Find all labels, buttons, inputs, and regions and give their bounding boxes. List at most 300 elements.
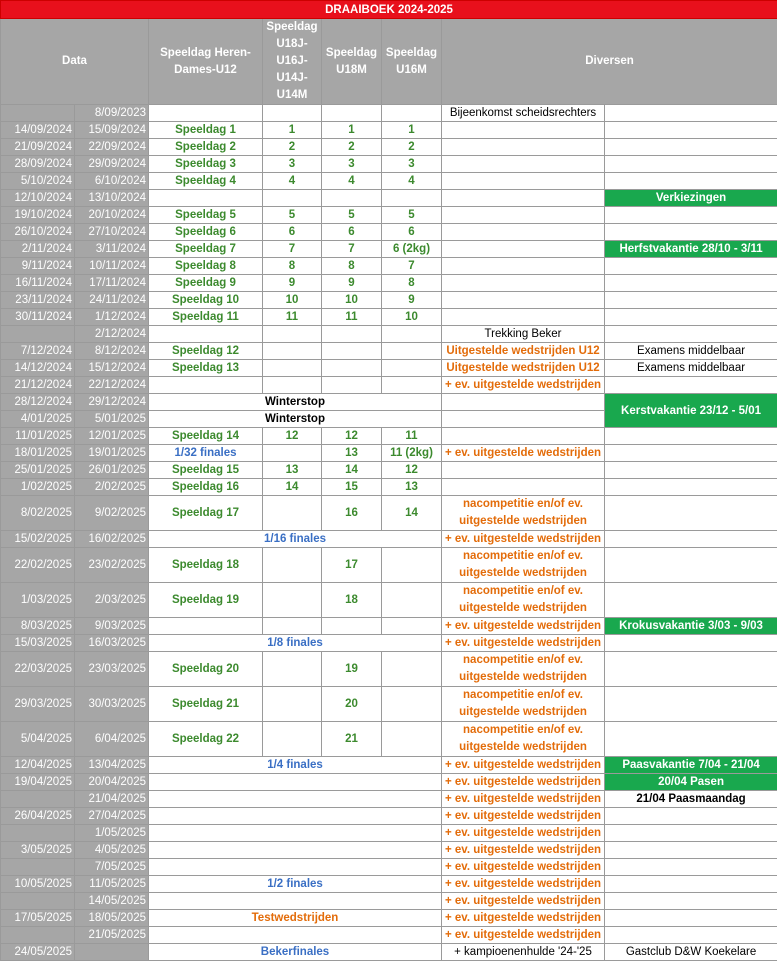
- youth-cell: [263, 190, 322, 207]
- speeldag-cell: Speeldag 11: [149, 309, 263, 326]
- span-cell: [149, 893, 442, 910]
- youth-cell: 9: [263, 275, 322, 292]
- table-row: [1, 343, 777, 360]
- speeldag-cell: 1/32 finales: [149, 445, 263, 462]
- u16m-cell: 11: [382, 428, 442, 445]
- date-sun: 6/04/2025: [75, 722, 149, 757]
- u18m-cell: 18: [322, 583, 382, 618]
- youth-cell: 2: [263, 139, 322, 156]
- table-row: [1, 583, 777, 618]
- date-sat: 1/02/2025: [1, 479, 75, 496]
- date-sat: 22/02/2025: [1, 548, 75, 583]
- table-row: [1, 548, 777, 583]
- extra-cell: [605, 635, 777, 652]
- date-sun: 16/02/2025: [75, 531, 149, 548]
- date-sun: 30/03/2025: [75, 687, 149, 722]
- date-sat: [1, 859, 75, 876]
- table-row: [1, 360, 777, 377]
- u18m-cell: 15: [322, 479, 382, 496]
- diversen-cell: nacompetitie en/of ev. uitgestelde wedstrijden: [442, 548, 605, 583]
- table-row: [1, 757, 777, 774]
- extra-cell: [605, 173, 777, 190]
- extra-cell: Examens middelbaar: [605, 360, 777, 377]
- u18m-cell: 19: [322, 652, 382, 687]
- date-sat: [1, 893, 75, 910]
- extra-cell: [605, 876, 777, 893]
- table-row: [1, 618, 777, 635]
- diversen-cell: + ev. uitgestelde wedstrijden: [442, 808, 605, 825]
- vacation-cell: Verkiezingen: [605, 190, 777, 207]
- speeldag-cell: Speeldag 19: [149, 583, 263, 618]
- diversen-cell: nacompetitie en/of ev. uitgestelde wedstrijden: [442, 583, 605, 618]
- date-sun: 8/12/2024: [75, 343, 149, 360]
- span-cell: [149, 842, 442, 859]
- header-data: Data: [1, 19, 149, 105]
- date-sat: 24/05/2025: [1, 944, 75, 961]
- u16m-cell: 9: [382, 292, 442, 309]
- extra-cell: [605, 292, 777, 309]
- u18m-cell: 5: [322, 207, 382, 224]
- diversen-cell: + kampioenenhulde '24-'25: [442, 944, 605, 961]
- speeldag-cell: [149, 618, 263, 635]
- diversen-cell: [442, 479, 605, 496]
- u16m-cell: [382, 326, 442, 343]
- date-sat: 15/03/2025: [1, 635, 75, 652]
- u18m-cell: 8: [322, 258, 382, 275]
- date-sun: 27/04/2025: [75, 808, 149, 825]
- extra-cell: [605, 927, 777, 944]
- bekerfinales-cell: Bekerfinales: [149, 944, 442, 961]
- date-sat: 12/10/2024: [1, 190, 75, 207]
- date-sun: 18/05/2025: [75, 910, 149, 927]
- span-cell: [149, 859, 442, 876]
- u18m-cell: 6: [322, 224, 382, 241]
- table-row: [1, 207, 777, 224]
- span-cell: [149, 808, 442, 825]
- date-sun: 15/09/2024: [75, 122, 149, 139]
- date-sat: 21/09/2024: [1, 139, 75, 156]
- diversen-cell: + ev. uitgestelde wedstrijden: [442, 859, 605, 876]
- speeldag-cell: Speeldag 21: [149, 687, 263, 722]
- diversen-cell: [442, 258, 605, 275]
- date-sun: 11/05/2025: [75, 876, 149, 893]
- date-sun: 1/05/2025: [75, 825, 149, 842]
- u18m-cell: 16: [322, 496, 382, 531]
- u18m-cell: [322, 326, 382, 343]
- u18m-cell: 20: [322, 687, 382, 722]
- cup-round-cell: 1/4 finales: [149, 757, 442, 774]
- table-row: [1, 774, 777, 791]
- date-sun: 3/11/2024: [75, 241, 149, 258]
- extra-cell: [605, 105, 777, 122]
- youth-cell: [263, 377, 322, 394]
- diversen-cell: nacompetitie en/of ev. uitgestelde wedstrijden: [442, 687, 605, 722]
- date-sun: 17/11/2024: [75, 275, 149, 292]
- youth-cell: [263, 687, 322, 722]
- date-sun: 2/03/2025: [75, 583, 149, 618]
- date-sat: 8/03/2025: [1, 618, 75, 635]
- date-sat: 14/09/2024: [1, 122, 75, 139]
- table-row: [1, 428, 777, 445]
- date-sun: 16/03/2025: [75, 635, 149, 652]
- date-sun: 1/12/2024: [75, 309, 149, 326]
- youth-cell: 11: [263, 309, 322, 326]
- extra-cell: [605, 652, 777, 687]
- span-cell: [149, 774, 442, 791]
- u18m-cell: [322, 377, 382, 394]
- u16m-cell: [382, 548, 442, 583]
- date-sat: 3/05/2025: [1, 842, 75, 859]
- date-sun: 6/10/2024: [75, 173, 149, 190]
- u16m-cell: 11 (2kg): [382, 445, 442, 462]
- table-row: [1, 479, 777, 496]
- speeldag-cell: [149, 326, 263, 343]
- diversen-cell: + ev. uitgestelde wedstrijden: [442, 825, 605, 842]
- speeldag-cell: [149, 105, 263, 122]
- speeldag-cell: Speeldag 12: [149, 343, 263, 360]
- extra-cell: [605, 825, 777, 842]
- speeldag-cell: Speeldag 20: [149, 652, 263, 687]
- vacation-cell: 20/04 Pasen: [605, 774, 777, 791]
- table-row: [1, 445, 777, 462]
- date-sat: 16/11/2024: [1, 275, 75, 292]
- date-sat: 21/12/2024: [1, 377, 75, 394]
- speeldag-cell: [149, 190, 263, 207]
- u18m-cell: 10: [322, 292, 382, 309]
- extra-cell: 21/04 Paasmaandag: [605, 791, 777, 808]
- date-sun: 20/04/2025: [75, 774, 149, 791]
- header-speeldag-u18m: Speeldag U18M: [322, 19, 382, 105]
- extra-cell: [605, 479, 777, 496]
- date-sat: 9/11/2024: [1, 258, 75, 275]
- date-sun: 9/02/2025: [75, 496, 149, 531]
- speeldag-cell: Speeldag 3: [149, 156, 263, 173]
- u16m-cell: [382, 377, 442, 394]
- youth-cell: 3: [263, 156, 322, 173]
- diversen-cell: + ev. uitgestelde wedstrijden: [442, 842, 605, 859]
- diversen-cell: [442, 224, 605, 241]
- diversen-cell: + ev. uitgestelde wedstrijden: [442, 377, 605, 394]
- u16m-cell: 1: [382, 122, 442, 139]
- speeldag-cell: Speeldag 10: [149, 292, 263, 309]
- diversen-cell: nacompetitie en/of ev. uitgestelde wedstrijden: [442, 496, 605, 531]
- date-sat: 5/10/2024: [1, 173, 75, 190]
- youth-cell: 8: [263, 258, 322, 275]
- winterstop-cell: Winterstop: [149, 411, 442, 428]
- date-sat: 29/03/2025: [1, 687, 75, 722]
- diversen-cell: + ev. uitgestelde wedstrijden: [442, 774, 605, 791]
- table-row: [1, 275, 777, 292]
- extra-cell: [605, 722, 777, 757]
- date-sun: 12/01/2025: [75, 428, 149, 445]
- header-speeldag-youth: Speeldag U18J-U16J-U14J-U14M: [263, 19, 322, 105]
- date-sat: 26/04/2025: [1, 808, 75, 825]
- date-sun: 19/01/2025: [75, 445, 149, 462]
- date-sat: 19/04/2025: [1, 774, 75, 791]
- table-row: [1, 652, 777, 687]
- u16m-cell: [382, 190, 442, 207]
- span-cell: [149, 825, 442, 842]
- testwedstrijden-cell: Testwedstrijden: [149, 910, 442, 927]
- speeldag-cell: Speeldag 18: [149, 548, 263, 583]
- u18m-cell: 4: [322, 173, 382, 190]
- u18m-cell: 11: [322, 309, 382, 326]
- date-sun: 21/05/2025: [75, 927, 149, 944]
- date-sun: 13/04/2025: [75, 757, 149, 774]
- table-row: [1, 241, 777, 258]
- header-speeldag-heren-dames: Speeldag Heren-Dames-U12: [149, 19, 263, 105]
- vacation-cell: Kerstvakantie 23/12 - 5/01: [605, 394, 777, 428]
- date-sun: 8/09/2023: [75, 105, 149, 122]
- date-sun: [75, 944, 149, 961]
- span-cell: [149, 927, 442, 944]
- date-sat: 11/01/2025: [1, 428, 75, 445]
- u16m-cell: 5: [382, 207, 442, 224]
- extra-cell: [605, 583, 777, 618]
- extra-cell: [605, 275, 777, 292]
- speeldag-cell: Speeldag 17: [149, 496, 263, 531]
- diversen-cell: [442, 462, 605, 479]
- youth-cell: [263, 496, 322, 531]
- speeldag-cell: Speeldag 22: [149, 722, 263, 757]
- table-row: [1, 635, 777, 652]
- u16m-cell: 3: [382, 156, 442, 173]
- u18m-cell: 14: [322, 462, 382, 479]
- date-sat: 30/11/2024: [1, 309, 75, 326]
- speeldag-cell: Speeldag 13: [149, 360, 263, 377]
- date-sun: 27/10/2024: [75, 224, 149, 241]
- cup-round-cell: 1/8 finales: [149, 635, 442, 652]
- date-sat: 22/03/2025: [1, 652, 75, 687]
- diversen-cell: [442, 207, 605, 224]
- extra-cell: [605, 326, 777, 343]
- date-sun: 10/11/2024: [75, 258, 149, 275]
- date-sat: 1/03/2025: [1, 583, 75, 618]
- table-row: [1, 808, 777, 825]
- u18m-cell: [322, 618, 382, 635]
- diversen-cell: [442, 292, 605, 309]
- date-sat: [1, 105, 75, 122]
- date-sat: 7/12/2024: [1, 343, 75, 360]
- u18m-cell: [322, 190, 382, 207]
- date-sun: 5/01/2025: [75, 411, 149, 428]
- youth-cell: [263, 618, 322, 635]
- u16m-cell: [382, 687, 442, 722]
- extra-cell: [605, 910, 777, 927]
- extra-cell: [605, 258, 777, 275]
- date-sat: 25/01/2025: [1, 462, 75, 479]
- u16m-cell: [382, 343, 442, 360]
- speeldag-cell: Speeldag 6: [149, 224, 263, 241]
- u18m-cell: 7: [322, 241, 382, 258]
- u16m-cell: 2: [382, 139, 442, 156]
- date-sun: 22/09/2024: [75, 139, 149, 156]
- u18m-cell: 2: [322, 139, 382, 156]
- youth-cell: [263, 343, 322, 360]
- table-row: [1, 496, 777, 531]
- extra-cell: Gastclub D&W Koekelare: [605, 944, 777, 961]
- date-sun: 20/10/2024: [75, 207, 149, 224]
- date-sun: 23/02/2025: [75, 548, 149, 583]
- header-diversen: Diversen: [442, 19, 777, 105]
- date-sun: 7/05/2025: [75, 859, 149, 876]
- date-sun: 21/04/2025: [75, 791, 149, 808]
- vacation-cell: Herfstvakantie 28/10 - 3/11: [605, 241, 777, 258]
- speeldag-cell: Speeldag 1: [149, 122, 263, 139]
- diversen-cell: + ev. uitgestelde wedstrijden: [442, 635, 605, 652]
- table-row: [1, 531, 777, 548]
- diversen-cell: [442, 394, 605, 411]
- table-row: [1, 893, 777, 910]
- extra-cell: [605, 309, 777, 326]
- date-sat: 17/05/2025: [1, 910, 75, 927]
- table-row: [1, 910, 777, 927]
- diversen-cell: [442, 411, 605, 428]
- extra-cell: [605, 808, 777, 825]
- u18m-cell: 13: [322, 445, 382, 462]
- youth-cell: 13: [263, 462, 322, 479]
- speeldag-cell: Speeldag 16: [149, 479, 263, 496]
- extra-cell: [605, 207, 777, 224]
- youth-cell: 14: [263, 479, 322, 496]
- table-row: [1, 122, 777, 139]
- youth-cell: 10: [263, 292, 322, 309]
- extra-cell: [605, 496, 777, 531]
- date-sun: 22/12/2024: [75, 377, 149, 394]
- speeldag-cell: Speeldag 9: [149, 275, 263, 292]
- diversen-cell: + ev. uitgestelde wedstrijden: [442, 445, 605, 462]
- table-row: [1, 258, 777, 275]
- u18m-cell: 12: [322, 428, 382, 445]
- table-row: [1, 224, 777, 241]
- u16m-cell: [382, 722, 442, 757]
- extra-cell: [605, 428, 777, 445]
- diversen-cell: + ev. uitgestelde wedstrijden: [442, 893, 605, 910]
- extra-cell: [605, 548, 777, 583]
- date-sat: 26/10/2024: [1, 224, 75, 241]
- date-sat: 8/02/2025: [1, 496, 75, 531]
- table-row: [1, 105, 777, 122]
- youth-cell: [263, 326, 322, 343]
- date-sat: 2/11/2024: [1, 241, 75, 258]
- u18m-cell: 9: [322, 275, 382, 292]
- date-sat: 4/01/2025: [1, 411, 75, 428]
- diversen-cell: [442, 122, 605, 139]
- u18m-cell: 1: [322, 122, 382, 139]
- diversen-cell: [442, 309, 605, 326]
- u18m-cell: [322, 343, 382, 360]
- diversen-cell: [442, 275, 605, 292]
- extra-cell: [605, 859, 777, 876]
- table-row: [1, 462, 777, 479]
- diversen-cell: nacompetitie en/of ev. uitgestelde wedstrijden: [442, 652, 605, 687]
- extra-cell: [605, 224, 777, 241]
- date-sat: 28/09/2024: [1, 156, 75, 173]
- diversen-cell: + ev. uitgestelde wedstrijden: [442, 618, 605, 635]
- diversen-cell: + ev. uitgestelde wedstrijden: [442, 757, 605, 774]
- youth-cell: 4: [263, 173, 322, 190]
- extra-cell: [605, 156, 777, 173]
- extra-cell: [605, 531, 777, 548]
- speeldag-cell: Speeldag 8: [149, 258, 263, 275]
- u16m-cell: 8: [382, 275, 442, 292]
- winterstop-cell: Winterstop: [149, 394, 442, 411]
- table-row: [1, 377, 777, 394]
- date-sat: 12/04/2025: [1, 757, 75, 774]
- table-row: [1, 687, 777, 722]
- date-sat: 14/12/2024: [1, 360, 75, 377]
- youth-cell: [263, 360, 322, 377]
- extra-cell: [605, 122, 777, 139]
- u16m-cell: 6: [382, 224, 442, 241]
- date-sun: 24/11/2024: [75, 292, 149, 309]
- u16m-cell: [382, 652, 442, 687]
- extra-cell: [605, 462, 777, 479]
- date-sun: 14/05/2025: [75, 893, 149, 910]
- youth-cell: [263, 548, 322, 583]
- extra-cell: [605, 445, 777, 462]
- table-row: [1, 190, 777, 207]
- date-sun: 13/10/2024: [75, 190, 149, 207]
- u18m-cell: 17: [322, 548, 382, 583]
- diversen-cell: [442, 156, 605, 173]
- schedule-body: [1, 105, 777, 961]
- cup-round-cell: 1/16 finales: [149, 531, 442, 548]
- date-sat: [1, 791, 75, 808]
- diversen-cell: [442, 428, 605, 445]
- table-row: [1, 139, 777, 156]
- date-sun: 26/01/2025: [75, 462, 149, 479]
- diversen-cell: nacompetitie en/of ev. uitgestelde wedstrijden: [442, 722, 605, 757]
- table-row: [1, 394, 777, 411]
- u16m-cell: 10: [382, 309, 442, 326]
- vacation-cell: Krokusvakantie 3/03 - 9/03: [605, 618, 777, 635]
- table-row: [1, 326, 777, 343]
- u16m-cell: [382, 618, 442, 635]
- diversen-cell: [442, 190, 605, 207]
- extra-cell: [605, 893, 777, 910]
- date-sat: [1, 927, 75, 944]
- table-row: [1, 842, 777, 859]
- u16m-cell: 13: [382, 479, 442, 496]
- date-sat: 23/11/2024: [1, 292, 75, 309]
- date-sat: 10/05/2025: [1, 876, 75, 893]
- date-sun: 4/05/2025: [75, 842, 149, 859]
- u16m-cell: 14: [382, 496, 442, 531]
- date-sun: 2/02/2025: [75, 479, 149, 496]
- extra-cell: Examens middelbaar: [605, 343, 777, 360]
- youth-cell: [263, 583, 322, 618]
- u18m-cell: [322, 360, 382, 377]
- date-sat: 15/02/2025: [1, 531, 75, 548]
- diversen-cell: [442, 173, 605, 190]
- youth-cell: [263, 652, 322, 687]
- youth-cell: [263, 105, 322, 122]
- date-sat: [1, 326, 75, 343]
- sheet-title: DRAAIBOEK 2024-2025: [1, 1, 777, 19]
- youth-cell: 12: [263, 428, 322, 445]
- u16m-cell: 7: [382, 258, 442, 275]
- youth-cell: 6: [263, 224, 322, 241]
- table-row: [1, 859, 777, 876]
- u16m-cell: 6 (2kg): [382, 241, 442, 258]
- extra-cell: [605, 139, 777, 156]
- extra-cell: [605, 842, 777, 859]
- diversen-cell: + ev. uitgestelde wedstrijden: [442, 791, 605, 808]
- diversen-cell: Trekking Beker: [442, 326, 605, 343]
- table-row: [1, 173, 777, 190]
- date-sat: 19/10/2024: [1, 207, 75, 224]
